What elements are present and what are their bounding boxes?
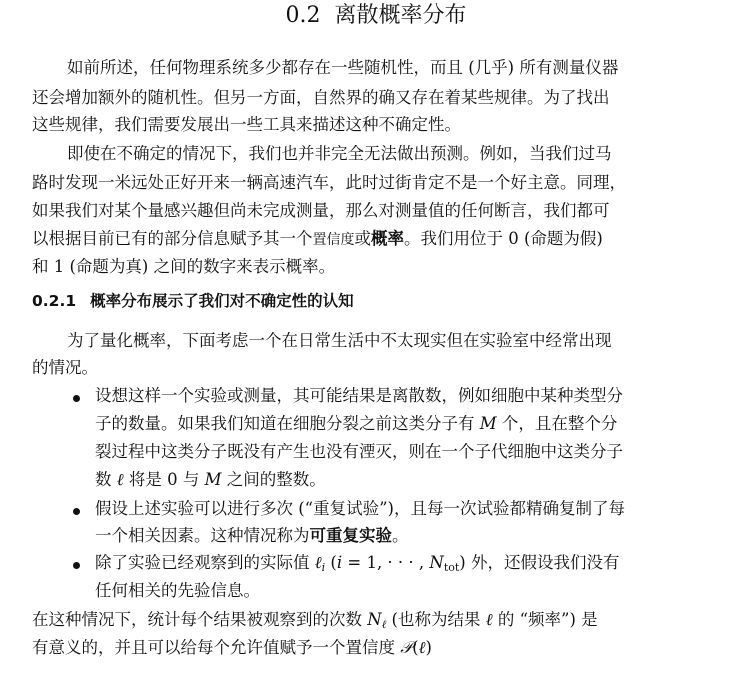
bullet2-line2	[95, 525, 409, 547]
section-title: 离散概率分布	[334, 3, 467, 28]
bullet3-line1	[95, 552, 619, 579]
para1-line3: 这些规律，我们需要发展出一些工具来描述这种不确定性。	[32, 115, 461, 134]
subsection-title: 概率分布展示了我们对不确定性的认知	[90, 292, 354, 310]
subsection-number: 0.2.1	[32, 292, 77, 310]
bullet1-line2	[95, 413, 617, 435]
bullet1-line4-c: 之间的整数。	[221, 470, 326, 489]
bullet2-line1: 假设上述实验可以进行多次 (“重复试验”)，且每一次试验都精确复制了每	[95, 499, 625, 518]
bullet-marker-2	[73, 508, 80, 515]
para3-line2: 的情况。	[32, 358, 98, 377]
para4-line1-c: 的 “频率”) 是	[492, 610, 598, 629]
bullet1-line1: 设想这样一个实验或测量，其可能结果是离散数，例如细胞中某种类型分	[95, 386, 623, 405]
bullet1-line4-b: 将是 0 与	[123, 470, 205, 489]
subsection-heading	[32, 290, 354, 312]
math-var-P: 𝒫	[400, 638, 413, 657]
para2-line4-c: 。我们用位于 0 (命题为假)	[404, 229, 603, 248]
bullet1-line3: 裂过程中这类分子既没有产生也没有湮灭，则在一个子代细胞中这类分子	[95, 442, 623, 461]
bullet3-line1-c: = 1, · · · ,	[342, 553, 430, 572]
math-var-ell: ℓ	[116, 470, 124, 489]
para2-line2: 路时发现一米远处正好开来一辆高速汽车，此时过街肯定不是一个好主意。同理，	[32, 173, 626, 192]
term-confidence: 置信度	[312, 232, 355, 248]
para4-line2	[32, 637, 432, 659]
bullet1-line4-a: 数	[95, 470, 117, 489]
math-var-N: N	[429, 553, 444, 572]
bullet1-line2-a: 子的数量。如果我们知道在细胞分裂之前这类分子有	[95, 414, 475, 433]
math-sub-tot: tot	[443, 561, 460, 574]
bullet2-line2-b: 。	[392, 526, 409, 545]
para4-line1-a: 在这种情况下，统计每个结果被观察到的次数	[32, 610, 368, 629]
para1-line2: 还会增加额外的随机性。但另一方面，自然界的确又存在着某些规律。为了找出	[32, 88, 610, 107]
term-repeatable-experiment: 可重复实验	[309, 526, 392, 545]
para2-line5: 和 1 (命题为真) 之间的数字来表示概率。	[32, 257, 336, 276]
bullet3-line1-a: 除了实验已经观察到的实际值	[95, 553, 315, 572]
math-var-N: N	[367, 610, 382, 629]
math-var-ell: ℓ	[314, 553, 322, 572]
para2-line3: 如果我们对某个量感兴趣但尚未完成测量，那么对测量值的任何断言，我们都可	[32, 201, 610, 220]
math-var-M: M	[479, 414, 497, 433]
math-var-ell: ℓ	[418, 638, 426, 657]
section-heading	[0, 2, 752, 30]
bullet-marker-3	[73, 562, 80, 569]
math-sub-ell: ℓ	[381, 618, 387, 631]
term-probability: 概率	[371, 229, 404, 248]
para3-line1: 为了量化概率，下面考虑一个在日常生活中不太现实但在实验室中经常出现	[67, 331, 612, 350]
para1-line1: 如前所述，任何物理系统多少都存在一些随机性，而且 (几乎) 所有测量仪器	[67, 58, 619, 77]
bullet3-line2: 任何相关的先验信息。	[95, 581, 260, 600]
math-var-i: i	[336, 553, 343, 572]
bullet3-line1-d: ) 外，还假设我们没有	[459, 553, 620, 572]
para4-line2-a: 有意义的，并且可以给每个允许值赋予一个置信度	[32, 638, 401, 657]
para2-line4	[32, 228, 603, 251]
math-sub-i: i	[321, 561, 326, 574]
para2-line4-a: 以根据目前已有的部分信息赋予其一个	[32, 229, 313, 248]
para2-line1: 即使在不确定的情况下，我们也并非完全无法做出预测。例如，当我们过马	[67, 144, 612, 163]
bullet1-line4	[95, 469, 326, 491]
section-number: 0.2	[285, 3, 321, 28]
math-paren-open: (	[412, 638, 419, 657]
bullet1-line2-b: 个，且在整个分	[496, 414, 618, 433]
para2-line4-b: 或	[354, 229, 371, 248]
bullet2-line2-a: 一个相关因素。这种情况称为	[95, 526, 310, 545]
bullet-marker-1	[73, 395, 80, 402]
para4-line1-b: (也称为结果	[386, 610, 486, 629]
bullet3-line1-b: (	[325, 553, 337, 572]
para4-line1	[32, 609, 598, 636]
math-var-ell: ℓ	[485, 610, 493, 629]
math-paren-close: )	[425, 638, 432, 657]
math-var-M: M	[204, 470, 222, 489]
